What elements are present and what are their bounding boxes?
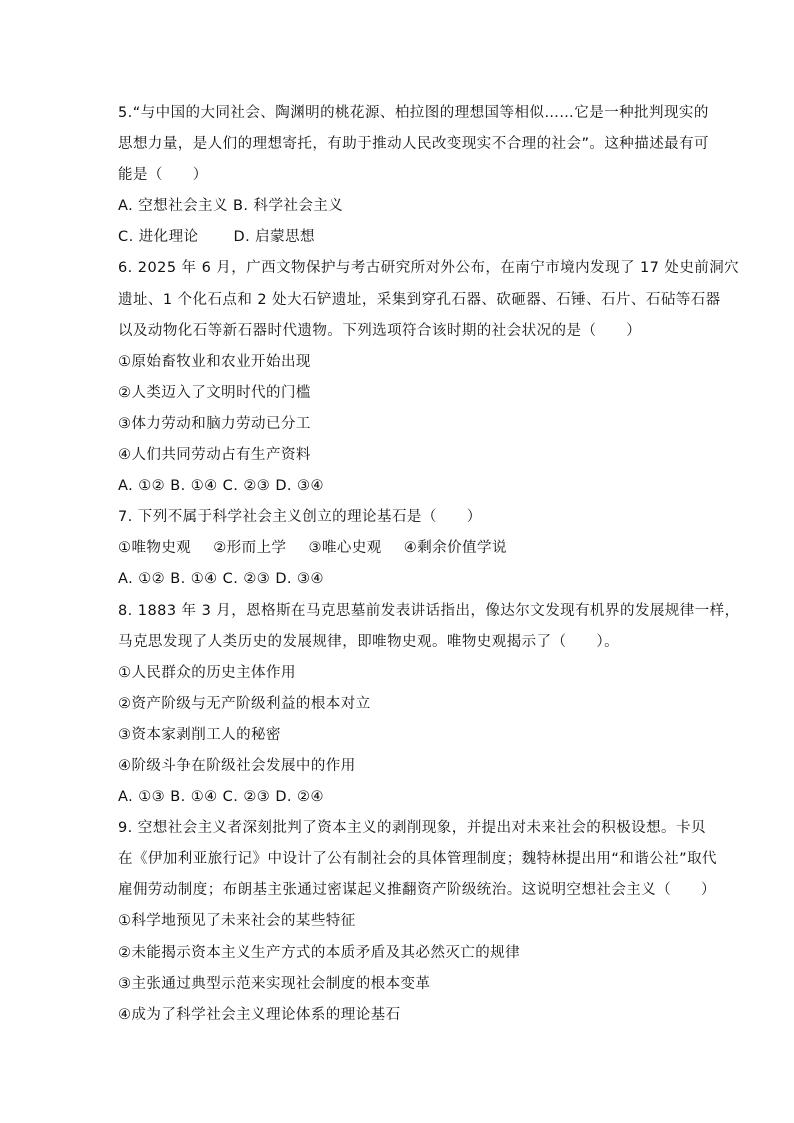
question-stem-line: 9. 空想社会主义者深刻批判了资本主义的剥削现象，并提出对未来社会的积极设想。卡贝 <box>118 820 706 837</box>
question-stem-line: 7. 下列不属于科学社会主义创立的理论基石是（ ） <box>118 509 482 526</box>
statement-3: ③资本家剥削工人的秘密 <box>118 726 281 743</box>
statement-3: ③主张通过典型示范来实现社会制度的根本变革 <box>118 975 431 992</box>
statement-2: ②未能揭示资本主义生产方式的本质矛盾及其必然灭亡的规律 <box>118 944 521 961</box>
statement-1: ①人民群众的历史主体作用 <box>118 664 296 681</box>
statement-1: ①唯物史观 <box>118 540 192 557</box>
document-page <box>118 98 740 1031</box>
question-stem-line: 6. 2025 年 6 月，广西文物保护与考古研究所对外公布，在南宁市境内发现了 17 处史前洞穴 <box>118 260 740 277</box>
statement-3: ③体力劳动和脑力劳动已分工 <box>118 415 311 432</box>
question-stem-line: 马克思发现了人类历史的发展规律，即唯物史观。唯物史观揭示了（ ）。 <box>118 633 620 650</box>
question-stem-line: 能是（ ） <box>118 167 208 184</box>
question-8 <box>118 596 740 814</box>
question-7 <box>118 502 680 595</box>
question-stem-line: 思想力量，是人们的理想寄托，有助于推动人民改变现实不合理的社会”。这种描述最有可 <box>118 136 710 153</box>
question-stem-line: 在《伊加利亚旅行记》中设计了公有制社会的具体管理制度；魏特林提出用“和谐公社”取代 <box>118 851 717 868</box>
answer-options: C. 进化理论 D. 启蒙思想 <box>118 229 315 246</box>
statement-4: ④成为了科学社会主义理论体系的理论基石 <box>118 1006 401 1023</box>
statement-4: ④人们共同劳动占有生产资料 <box>118 447 311 464</box>
inline-statements <box>118 533 680 564</box>
statement-4: ④阶级斗争在阶级社会发展中的作用 <box>118 757 356 774</box>
question-stem-line: 以及动物化石等新石器时代遗物。下列选项符合该时期的社会状况的是（ ） <box>118 322 642 339</box>
statement-2: ②形而上学 <box>213 540 287 557</box>
answer-options: A. ①② B. ①④ C. ②③ D. ③④ <box>118 571 324 588</box>
question-9 <box>118 813 717 1031</box>
statement-2: ②资产阶级与无产阶级利益的根本对立 <box>118 695 371 712</box>
statement-3: ③唯心史观 <box>308 540 382 557</box>
question-stem-line: 遗址、1 个化石点和 2 处大石铲遗址，采集到穿孔石器、砍砸器、石锤、石片、石砧等石器 <box>118 291 721 308</box>
question-stem-line: 5.“与中国的大同社会、陶渊明的桃花源、柏拉图的理想国等相似……它是一种批判现实的 <box>118 105 709 121</box>
statement-4: ④剩余价值学说 <box>403 540 507 557</box>
question-5 <box>118 98 710 253</box>
question-stem-line: 雇佣劳动制度；布朗基主张通过密谋起义推翻资产阶级统治。这说明空想社会主义（ ） <box>118 882 716 899</box>
statement-2: ②人类迈入了文明时代的门槛 <box>118 384 311 401</box>
statement-1: ①原始畜牧业和农业开始出现 <box>118 353 311 370</box>
answer-options: A. 空想社会主义 B. 科学社会主义 <box>118 198 344 215</box>
statement-1: ①科学地预见了未来社会的某些特征 <box>118 913 356 930</box>
answer-options: A. ①③ B. ①④ C. ②③ D. ②④ <box>118 789 324 806</box>
question-6 <box>118 253 740 502</box>
question-stem-line: 8. 1883 年 3 月，恩格斯在马克思墓前发表讲话指出，像达尔文发现有机界的发展规律一样， <box>118 602 740 619</box>
answer-options: A. ①② B. ①④ C. ②③ D. ③④ <box>118 478 324 495</box>
